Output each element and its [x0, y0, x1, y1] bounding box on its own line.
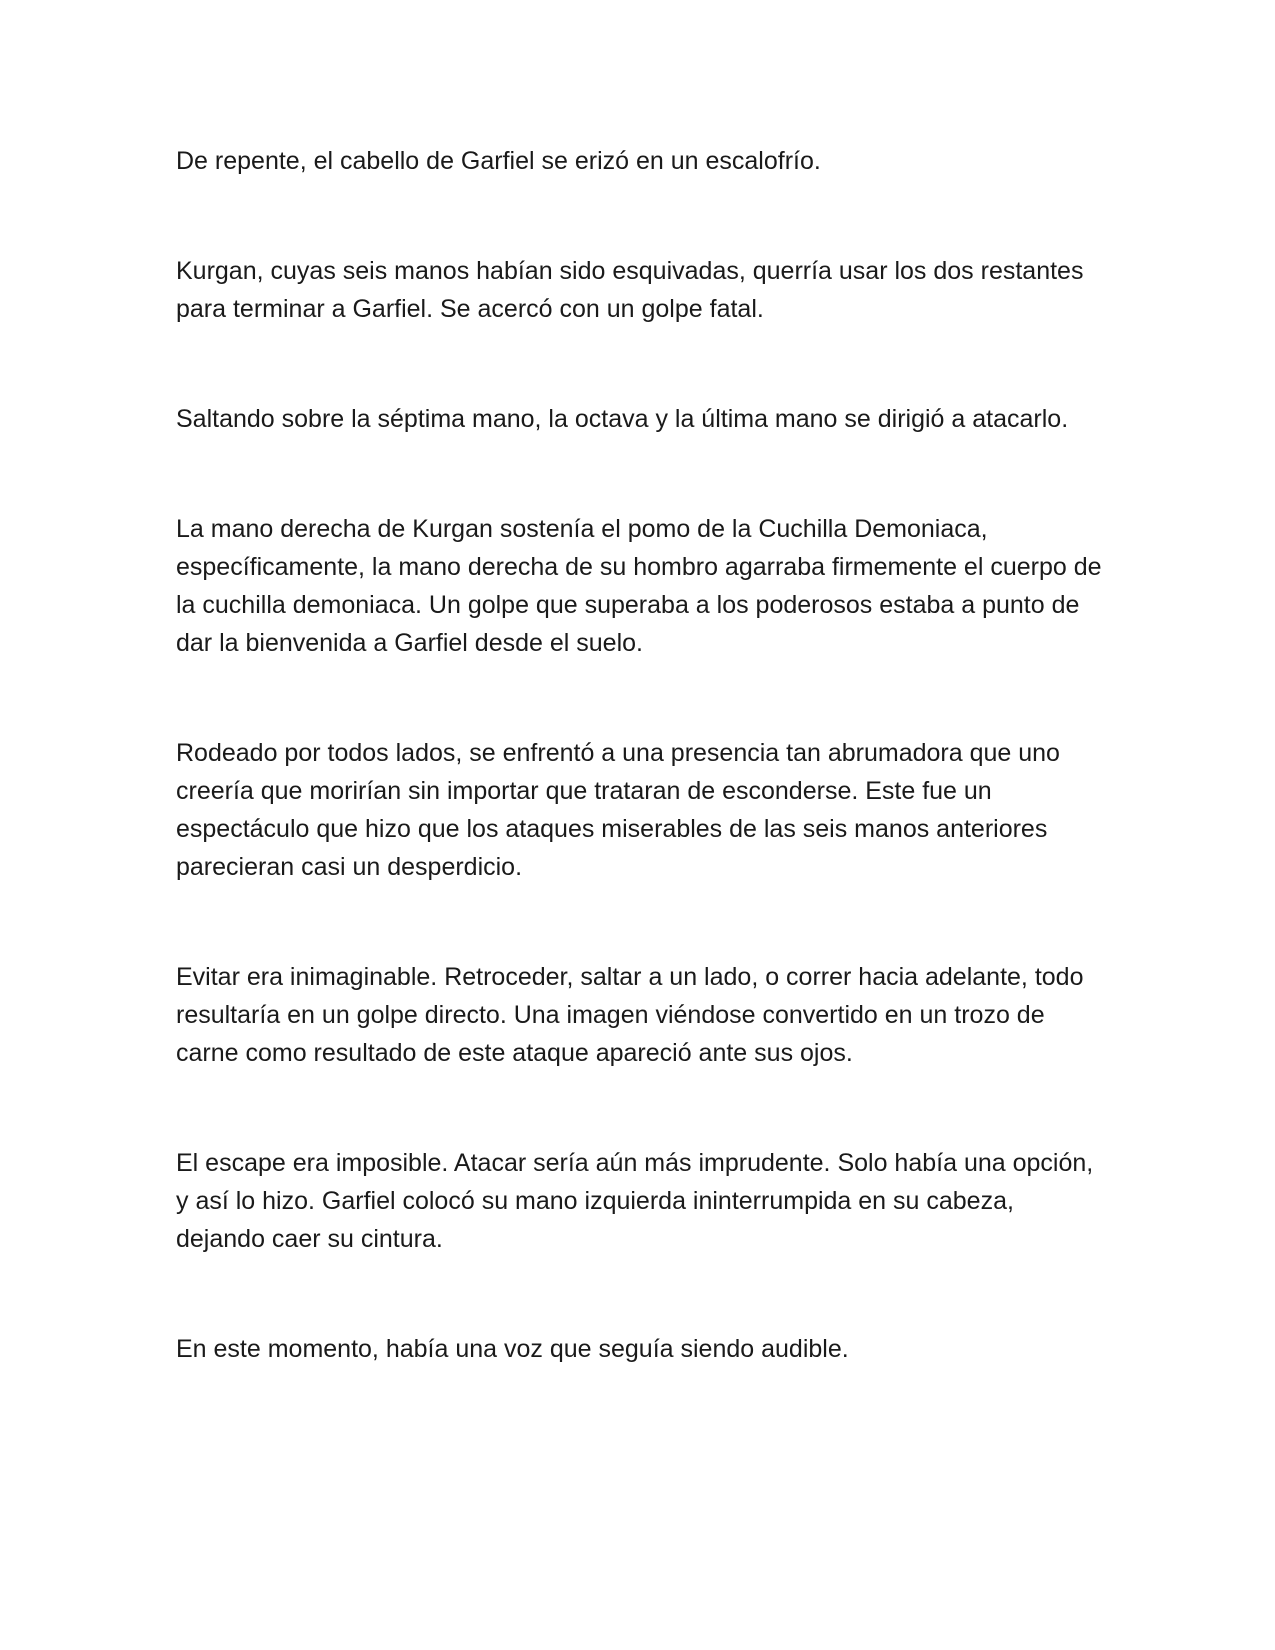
- paragraph: Evitar era inimaginable. Retroceder, saltar a un lado, o correr hacia adelante, todo resultaría en un golpe directo. Una imagen viéndose convertido en un trozo de carne como resultado de este ataque apareció ante sus ojos.: [176, 963, 1084, 1067]
- paragraph-gap: [176, 1072, 1106, 1144]
- paragraph-gap: [176, 180, 1106, 252]
- paragraph: De repente, el cabello de Garfiel se erizó en un escalofrío.: [176, 147, 821, 175]
- paragraph-gap: [176, 662, 1106, 734]
- paragraph-gap: [176, 1258, 1106, 1330]
- paragraph: El escape era imposible. Atacar sería aún más imprudente. Solo había una opción, y así lo hizo. Garfiel colocó su mano izquierda ininterrumpida en su cabeza, dejando caer su cintura.: [176, 1149, 1094, 1253]
- paragraph: En este momento, había una voz que seguía siendo audible.: [176, 1335, 849, 1363]
- paragraph-gap: [176, 328, 1106, 400]
- document-body: [176, 142, 1106, 1368]
- paragraph-gap: [176, 438, 1106, 510]
- paragraph-gap: [176, 886, 1106, 958]
- paragraph: La mano derecha de Kurgan sostenía el pomo de la Cuchilla Demoniaca, específicamente, la mano derecha de su hombro agarraba firmemente el cuerpo de la cuchilla demoniaca. Un golpe que superaba a los poderosos estaba a punto de dar la bienvenida a Garfiel desde el suelo.: [176, 515, 1102, 657]
- paragraph: Kurgan, cuyas seis manos habían sido esquivadas, querría usar los dos restantes para terminar a Garfiel. Se acercó con un golpe fatal.: [176, 257, 1084, 323]
- paragraph: Saltando sobre la séptima mano, la octava y la última mano se dirigió a atacarlo.: [176, 405, 1069, 433]
- paragraph: Rodeado por todos lados, se enfrentó a una presencia tan abrumadora que uno creería que morirían sin importar que trataran de esconderse. Este fue un espectáculo que hizo que los ataques miserables de las seis manos anteriores parecieran casi un desperdicio.: [176, 739, 1060, 881]
